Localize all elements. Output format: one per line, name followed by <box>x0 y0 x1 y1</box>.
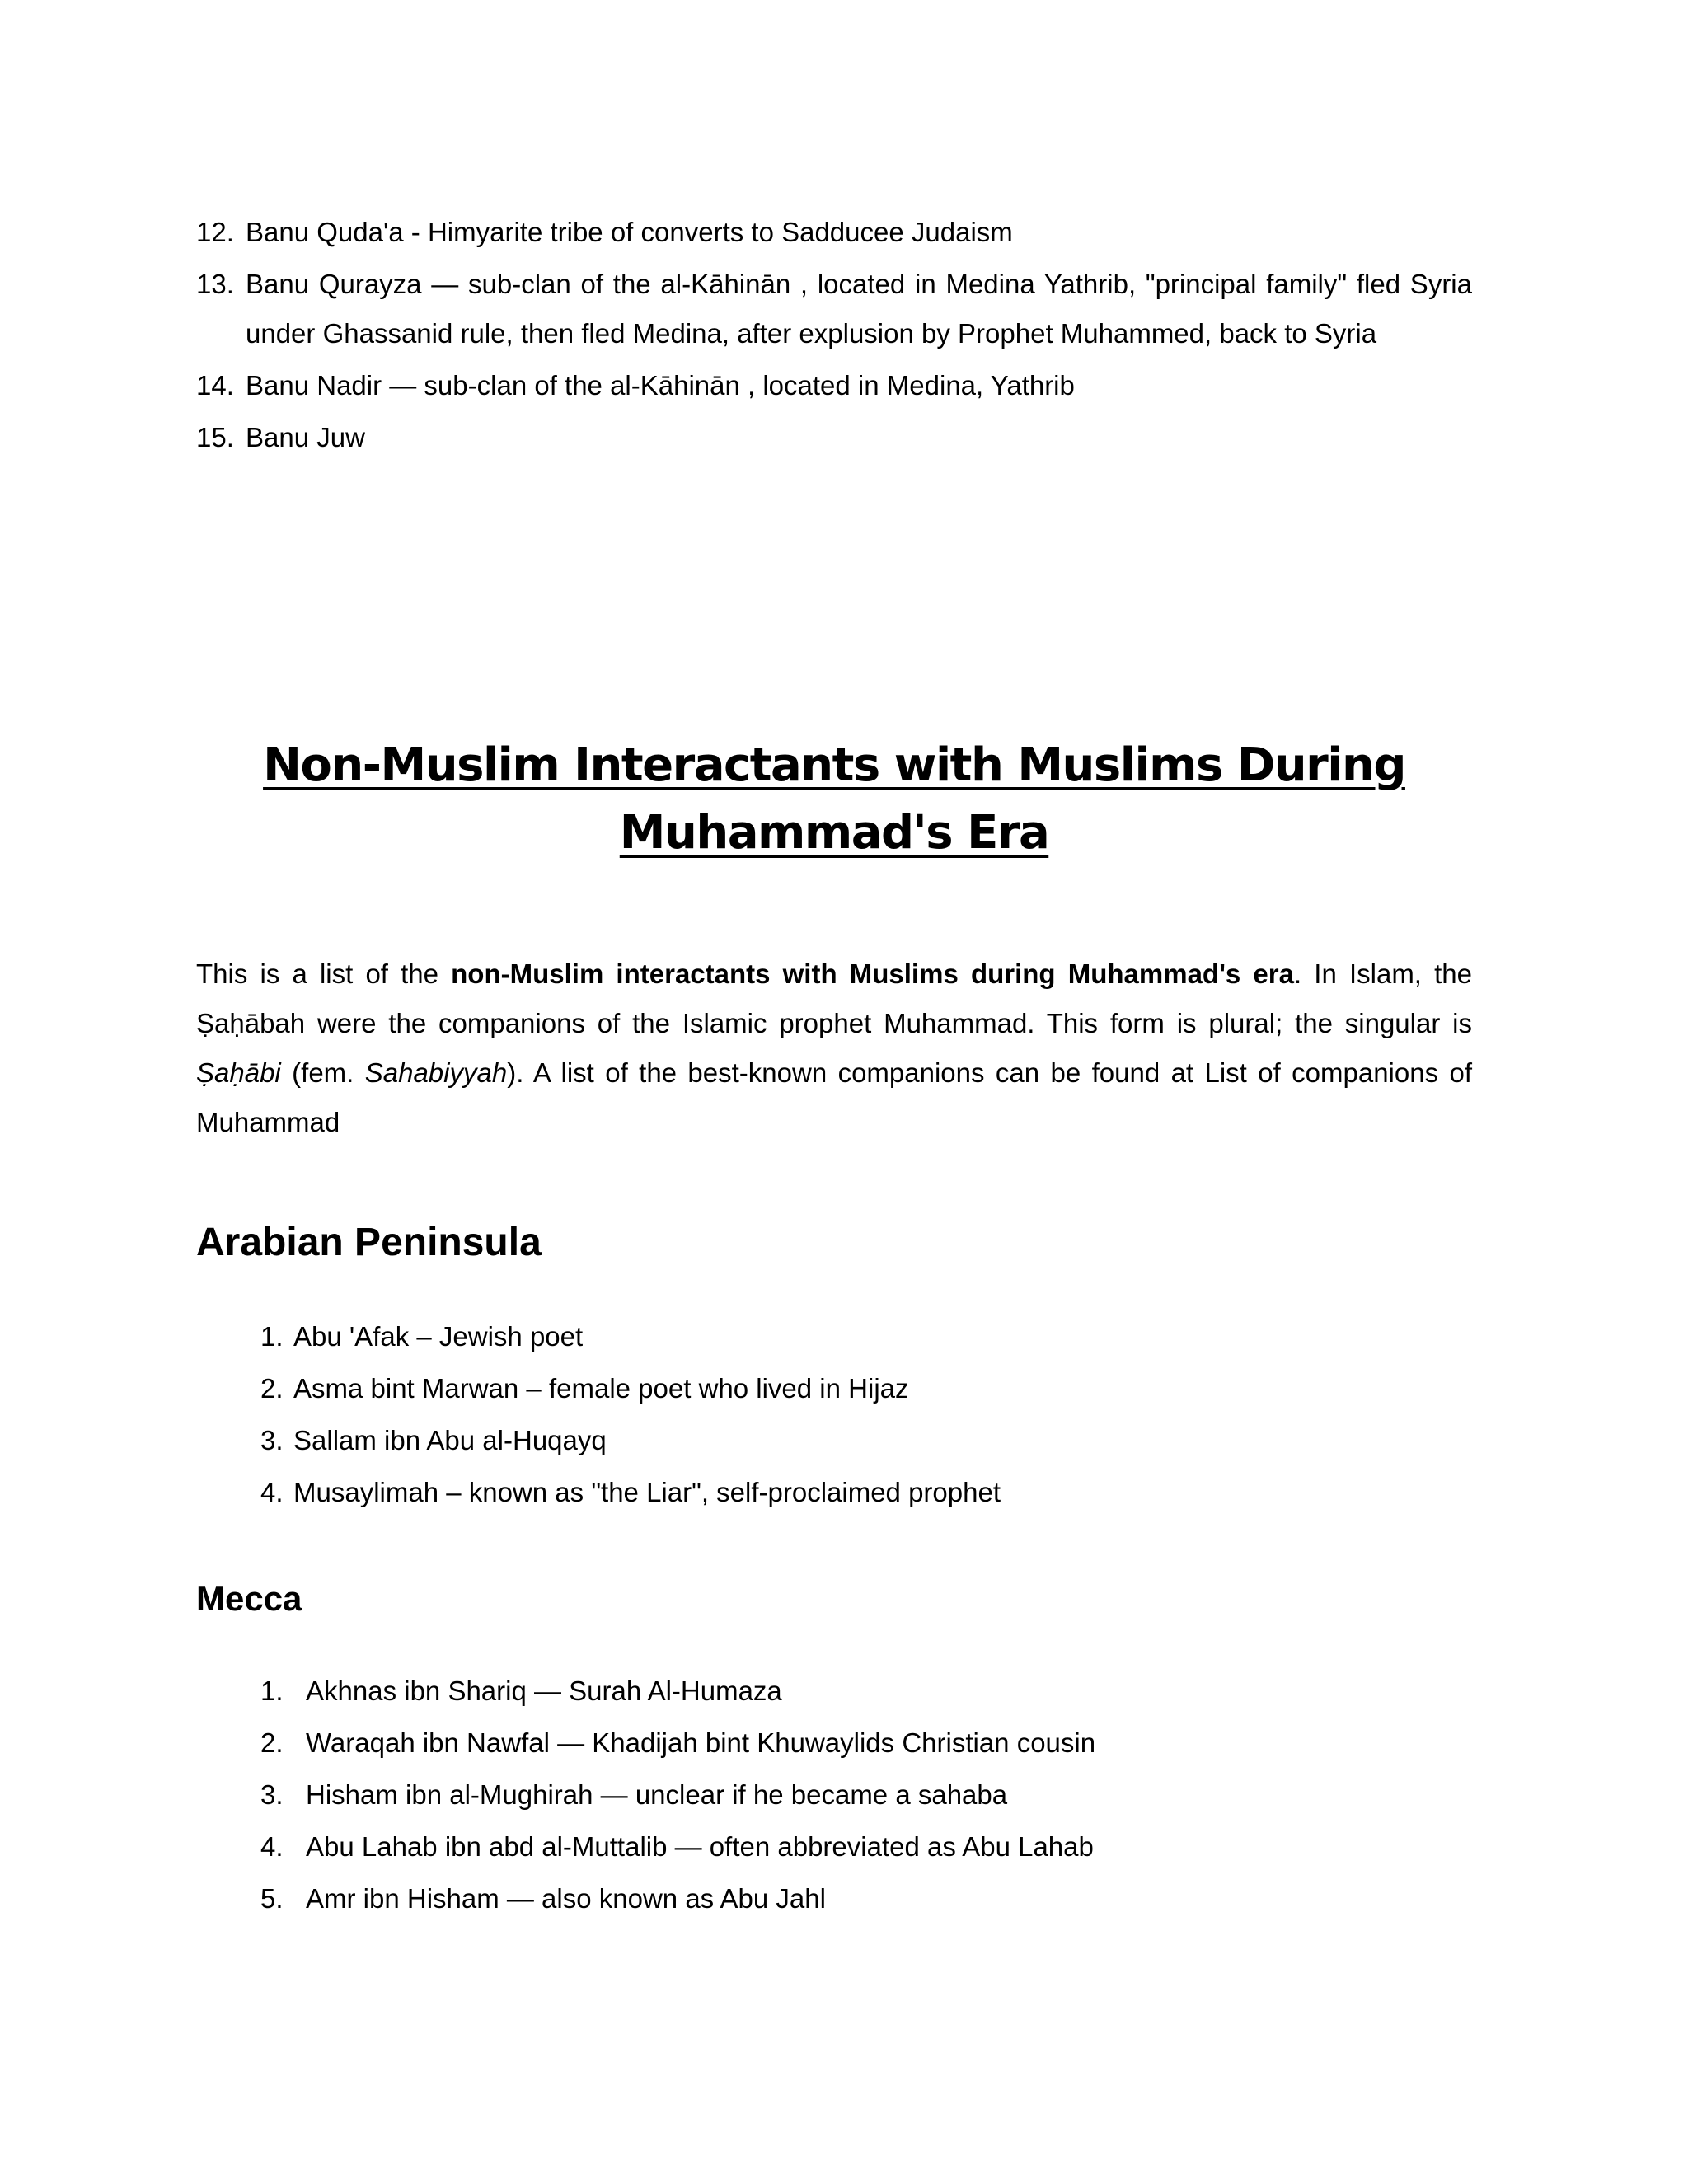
list-item <box>260 1822 1095 1872</box>
list-item <box>260 1874 1095 1924</box>
list-item <box>260 1770 1095 1820</box>
list-item-number: 1. <box>260 1675 284 1706</box>
list-item-number: 2. <box>260 1727 284 1758</box>
page-title <box>196 732 1472 867</box>
list-item <box>260 1666 1095 1716</box>
list-item-text: Hisham ibn al-Mughirah — unclear if he became a sahaba <box>306 1779 1008 1810</box>
list-item-number: 14. <box>196 370 234 401</box>
list-item-number: 1. <box>260 1321 284 1352</box>
intro-italic-sahabi: Ṣaḥābi <box>196 1057 281 1088</box>
tribes-list-continued <box>196 208 1472 465</box>
list-item-number: 4. <box>260 1477 284 1507</box>
intro-text-1: This is a list of the <box>196 958 452 989</box>
mecca-list <box>260 1666 1095 1926</box>
list-item <box>260 1718 1095 1768</box>
list-item-text: Banu Quda'a - Himyarite tribe of converts to Sadducee Judaism <box>246 217 1013 247</box>
list-item <box>196 361 1472 410</box>
list-item-number: 15. <box>196 422 234 452</box>
heading-mecca: Mecca <box>196 1579 302 1618</box>
list-item-text: Akhnas ibn Shariq — Surah Al-Humaza <box>306 1675 782 1706</box>
list-item-text: Amr ibn Hisham — also known as Abu Jahl <box>306 1883 826 1914</box>
page-title-line-1: Non-Muslim Interactants with Muslims During <box>263 738 1405 792</box>
list-item-text: Musaylimah – known as "the Liar", self-proclaimed prophet <box>293 1477 1001 1507</box>
list-item <box>260 1468 1001 1517</box>
intro-text-4: ). A list of the best-known companions can be found at List of companions of Muhammad <box>196 1057 1473 1137</box>
list-item-text: Banu Juw <box>246 422 365 452</box>
list-item-number: 12. <box>196 217 234 247</box>
list-item-number: 4. <box>260 1831 284 1862</box>
list-item-number: 3. <box>260 1779 284 1810</box>
list-item <box>196 208 1472 257</box>
intro-italic-sahabiyyah: Sahabiyyah <box>364 1057 508 1088</box>
intro-text-2: . In Islam, the Ṣaḥābah were the companions of the Islamic prophet Muhammad. This form is plural; the singular is <box>196 958 1472 1038</box>
list-item-text: Waraqah ibn Nawfal — Khadijah bint Khuwaylids Christian cousin <box>306 1727 1096 1758</box>
list-item <box>260 1416 1001 1465</box>
list-item-text: Abu 'Afak – Jewish poet <box>293 1321 584 1352</box>
list-item-number: 2. <box>260 1373 284 1404</box>
list-item-number: 13. <box>196 269 234 299</box>
intro-bold-term: non-Muslim interactants with Muslims during Muhammad's era <box>451 958 1294 989</box>
list-item-text: Banu Qurayza — sub-clan of the al-Kāhinān , located in Medina Yathrib, "principal family" fled Syria under Ghassanid rule, then fled Medina, after explusion by Prophet Muhammed, back to Syria <box>246 269 1472 349</box>
list-item-text: Sallam ibn Abu al-Huqayq <box>293 1425 607 1455</box>
list-item <box>196 413 1472 462</box>
list-item <box>260 1312 1001 1361</box>
list-item-text: Abu Lahab ibn abd al-Muttalib — often abbreviated as Abu Lahab <box>306 1831 1094 1862</box>
list-item <box>260 1364 1001 1413</box>
intro-paragraph <box>196 949 1472 1147</box>
list-item-text: Asma bint Marwan – female poet who lived in Hijaz <box>293 1373 909 1404</box>
heading-arabian-peninsula: Arabian Peninsula <box>196 1221 542 1264</box>
intro-text-3: (fem. <box>280 1057 365 1088</box>
list-item-number: 5. <box>260 1883 284 1914</box>
arabian-peninsula-list <box>260 1312 1001 1520</box>
list-item-text: Banu Nadir — sub-clan of the al-Kāhinān , located in Medina, Yathrib <box>246 370 1075 401</box>
list-item-number: 3. <box>260 1425 284 1455</box>
list-item <box>196 260 1472 359</box>
page-title-line-2: Muhammad's Era <box>619 806 1049 860</box>
